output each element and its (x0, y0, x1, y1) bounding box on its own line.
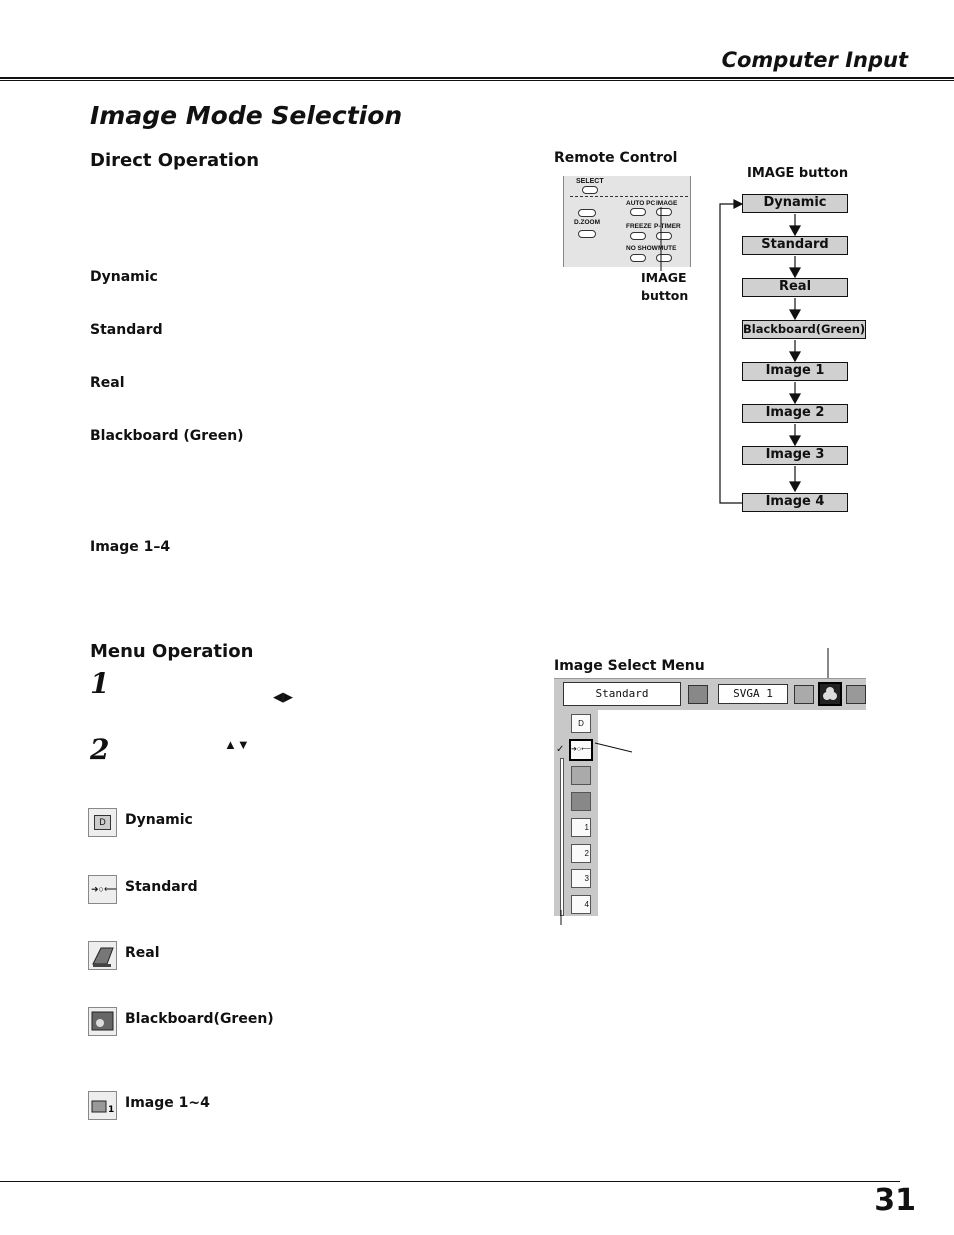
dzoom-key-label: D.ZOOM (574, 219, 600, 226)
flow-caption: IMAGE button (747, 166, 849, 181)
mute-key-label: MUTE (658, 245, 677, 252)
flow-image2: Image 2 (742, 404, 848, 423)
blackboard-icon (88, 1007, 117, 1036)
flow-real: Real (742, 278, 848, 297)
step-1: 1 (90, 667, 110, 700)
autopc-key-label: AUTO PC (626, 200, 656, 207)
key (578, 209, 596, 217)
freeze-key-label: FREEZE (626, 223, 652, 230)
menu-standard-icon[interactable]: ➜○⟵ (569, 739, 593, 761)
noshow-key-label: NO SHOW (626, 245, 658, 252)
menu-image2-icon[interactable]: 2 (571, 844, 591, 863)
section-title: Computer Input (721, 48, 908, 72)
key (630, 232, 646, 240)
remote-heading: Remote Control (554, 150, 678, 166)
flow-image4: Image 4 (742, 493, 848, 512)
real-icon (88, 941, 117, 970)
key (578, 230, 596, 238)
flow-blackboard-suffix: (Green) (815, 322, 866, 336)
settings-icon[interactable] (688, 685, 708, 704)
page-title: Image Mode Selection (90, 101, 403, 130)
menu-dynamic-icon[interactable]: D (571, 714, 591, 733)
callout-line (820, 648, 834, 680)
flow-blackboard-label: Blackboard (743, 322, 816, 336)
menu-item-real: Real (125, 945, 160, 961)
page-number: 31 (874, 1183, 916, 1218)
remote-control-image (563, 176, 691, 267)
direct-item-real: Real (90, 375, 125, 391)
menu-item-image: Image 1~4 (125, 1095, 210, 1111)
image-button-callout-2: button (641, 288, 689, 303)
menu-item-blackboard: Blackboard(Green) (125, 1011, 274, 1027)
image-button-pointer (650, 205, 670, 275)
current-mode-display: Standard (563, 682, 681, 706)
menu-image1-icon[interactable]: 1 (571, 818, 591, 837)
key (630, 208, 646, 216)
signal-display: SVGA 1 (718, 684, 788, 704)
ptimer-key-label: P-TIMER (654, 223, 681, 230)
flow-dynamic: Dynamic (742, 194, 848, 213)
menu-image3-icon[interactable]: 3 (571, 869, 591, 888)
left-right-arrows-icon: ◀▶ (273, 689, 293, 704)
image-select-icon[interactable] (818, 682, 842, 706)
svg-text:1: 1 (108, 1105, 115, 1115)
divider (570, 196, 688, 197)
check-icon: ✓ (556, 744, 565, 755)
menu-callout-lines (552, 735, 642, 930)
flow-standard: Standard (742, 236, 848, 255)
up-down-arrows-icon: ▲▼ (224, 737, 250, 752)
image-select-menu-heading: Image Select Menu (554, 658, 705, 674)
select-key (582, 186, 598, 194)
menu-bar (554, 678, 866, 710)
direct-item-standard: Standard (90, 322, 163, 338)
image-key-label: IMAGE (656, 200, 678, 207)
key (630, 254, 646, 262)
menu-image4-icon[interactable]: 4 (571, 895, 591, 914)
header-rule (0, 77, 954, 79)
menu-item-dynamic: Dynamic (125, 812, 193, 828)
direct-item-blackboard: Blackboard (Green) (90, 428, 244, 444)
image-icon (88, 1091, 117, 1120)
step-2: 2 (90, 733, 110, 766)
menu-item-standard: Standard (125, 879, 198, 895)
direct-operation-heading: Direct Operation (90, 150, 260, 171)
dynamic-icon: D (88, 808, 117, 837)
flow-image3: Image 3 (742, 446, 848, 465)
menu-operation-heading: Menu Operation (90, 641, 254, 662)
direct-item-dynamic: Dynamic (90, 269, 158, 285)
direct-item-image: Image 1–4 (90, 539, 171, 555)
select-key-label: SELECT (576, 178, 604, 185)
flow-image1: Image 1 (742, 362, 848, 381)
flow-blackboard (742, 320, 866, 339)
standard-icon: ➜○⟵ (88, 875, 117, 904)
image-button-callout: IMAGE (641, 270, 687, 285)
screen-icon[interactable] (794, 685, 814, 704)
header-rule-thin (0, 80, 954, 81)
footer-rule (0, 1181, 900, 1182)
tools-icon[interactable] (846, 685, 866, 704)
